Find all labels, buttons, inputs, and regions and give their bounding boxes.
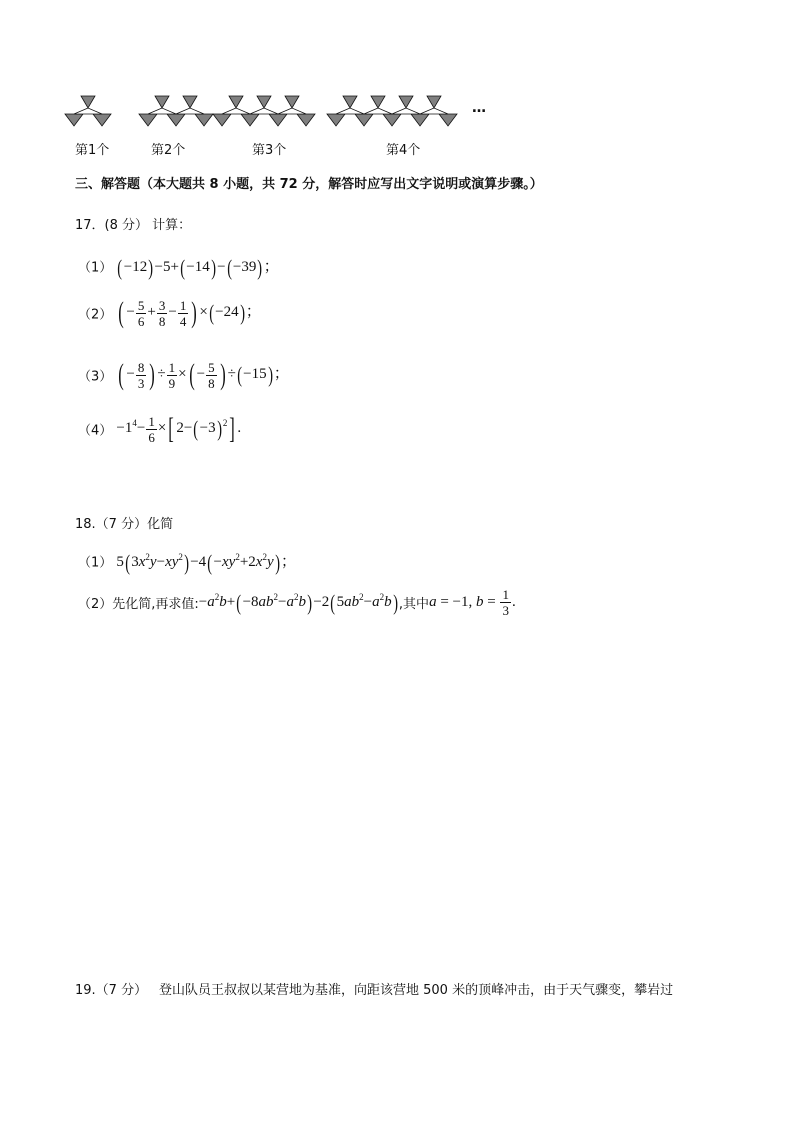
q17-item-2-expression: ( − $\frac{5}{6}$ + $\frac{3}{8}$ − $\frac{1}{4}$ ) ×(−24)；	[118, 296, 261, 329]
figure-4-top-triangle-3	[399, 96, 413, 108]
q17-item-1-label: （1）	[78, 260, 113, 276]
figure-1-bottom-triangle-2	[93, 114, 111, 126]
triangle-pattern-figure	[60, 90, 480, 135]
q17-item-1	[78, 255, 279, 281]
figure-4-bottom-triangle-3	[383, 114, 401, 126]
figure-2-center-triangle-2	[176, 108, 204, 114]
q18-item-2-label: （2）	[78, 596, 113, 612]
figure-3-bottom-triangle-3	[269, 114, 287, 126]
section-heading: 三、解答题（本大题共 8 小题，共 72 分，解答时应写出文字说明或演算步骤。）	[75, 177, 543, 192]
q17-item-3-label: （3）	[78, 369, 113, 385]
q17-item-2	[78, 298, 261, 328]
q17-item-2-label: （2）	[78, 307, 113, 323]
figure-4-top-triangle-2	[371, 96, 385, 108]
figure-4-center-triangle-1	[336, 108, 364, 114]
q18-item-2	[78, 588, 516, 617]
q17-item-4-label: （4）	[78, 423, 113, 439]
figure-4-top-triangle-1	[343, 96, 357, 108]
q18-item-2-expression: $-a^2b+(-8ab^2-a^2b)-2(5ab^2-a^2b)$	[198, 589, 398, 615]
figure-4-center-triangle-3	[392, 108, 420, 114]
figure-3-center-triangle-3	[278, 108, 306, 114]
q17-header: 17．(8 分） 计算：	[75, 218, 192, 233]
figure-1-top-triangle-1	[81, 96, 95, 108]
figure-4-center-triangle-4	[420, 108, 448, 114]
figure-1-bottom-triangle-1	[65, 114, 83, 126]
figure-3-bottom-triangle-1	[213, 114, 231, 126]
q17-item-3	[78, 360, 289, 390]
figure-3-top-triangle-2	[257, 96, 271, 108]
q17-item-3-expression: ( − $\frac{8}{3}$ ) ÷ $\frac{1}{9}$ ×( − $\frac{5}{8}$ ) ÷(−15)；	[118, 358, 289, 391]
figure-4-bottom-triangle-1	[327, 114, 345, 126]
figure-2-bottom-triangle-3	[195, 114, 213, 126]
figure-2-bottom-triangle-1	[139, 114, 157, 126]
q18-header: 18.（7 分）化简	[75, 517, 174, 532]
figure-label-1: 第1个	[75, 143, 110, 158]
figure-ellipsis: …	[472, 100, 486, 116]
q18-item-2-values: a = −1, b = $\frac{1}{3}$ .	[429, 587, 516, 618]
q19-text: 登山队员王叔叔以某营地为基准，向距该营地 500 米的顶峰冲击，由于天气骤变，攀岩过	[159, 983, 674, 998]
q18-item-2-where: ,其中	[398, 596, 430, 612]
q18-item-1-label: （1）	[78, 555, 113, 571]
figure-2-top-triangle-2	[183, 96, 197, 108]
q17-item-4	[78, 414, 241, 444]
figure-4-center-triangle-2	[364, 108, 392, 114]
figure-3-center-triangle-2	[250, 108, 278, 114]
q17-item-4-expression: $-1^4-$ $\frac{1}{6}$ ×[ $2-(-3)^2$] .	[116, 412, 242, 445]
figure-label-3: 第3个	[252, 143, 287, 158]
q18-item-1-expression: $5(3x^2y-xy^2)-4(-xy^2+2x^2y)$；	[116, 550, 296, 575]
figure-3-top-triangle-1	[229, 96, 243, 108]
figure-2-bottom-triangle-2	[167, 114, 185, 126]
figure-3-bottom-triangle-4	[297, 114, 315, 126]
figure-4-bottom-triangle-4	[411, 114, 429, 126]
q18-item-1	[78, 550, 296, 576]
figure-label-4: 第4个	[386, 143, 421, 158]
figure-4-top-triangle-4	[427, 96, 441, 108]
q19-header: 19.（7 分）	[75, 983, 148, 998]
figure-1-center-triangle-1	[74, 108, 102, 114]
figure-3-top-triangle-3	[285, 96, 299, 108]
figure-3-bottom-triangle-2	[241, 114, 259, 126]
q18-item-2-prefix: 先化简,再求值:	[112, 596, 199, 612]
figure-4-bottom-triangle-5	[439, 114, 457, 126]
figure-2-top-triangle-1	[155, 96, 169, 108]
figure-4-bottom-triangle-2	[355, 114, 373, 126]
figure-3-center-triangle-1	[222, 108, 250, 114]
q17-item-1-expression: (−12)−5+(−14)−(−39)；	[117, 255, 279, 280]
figure-2-center-triangle-1	[148, 108, 176, 114]
figure-label-2: 第2个	[151, 143, 186, 158]
